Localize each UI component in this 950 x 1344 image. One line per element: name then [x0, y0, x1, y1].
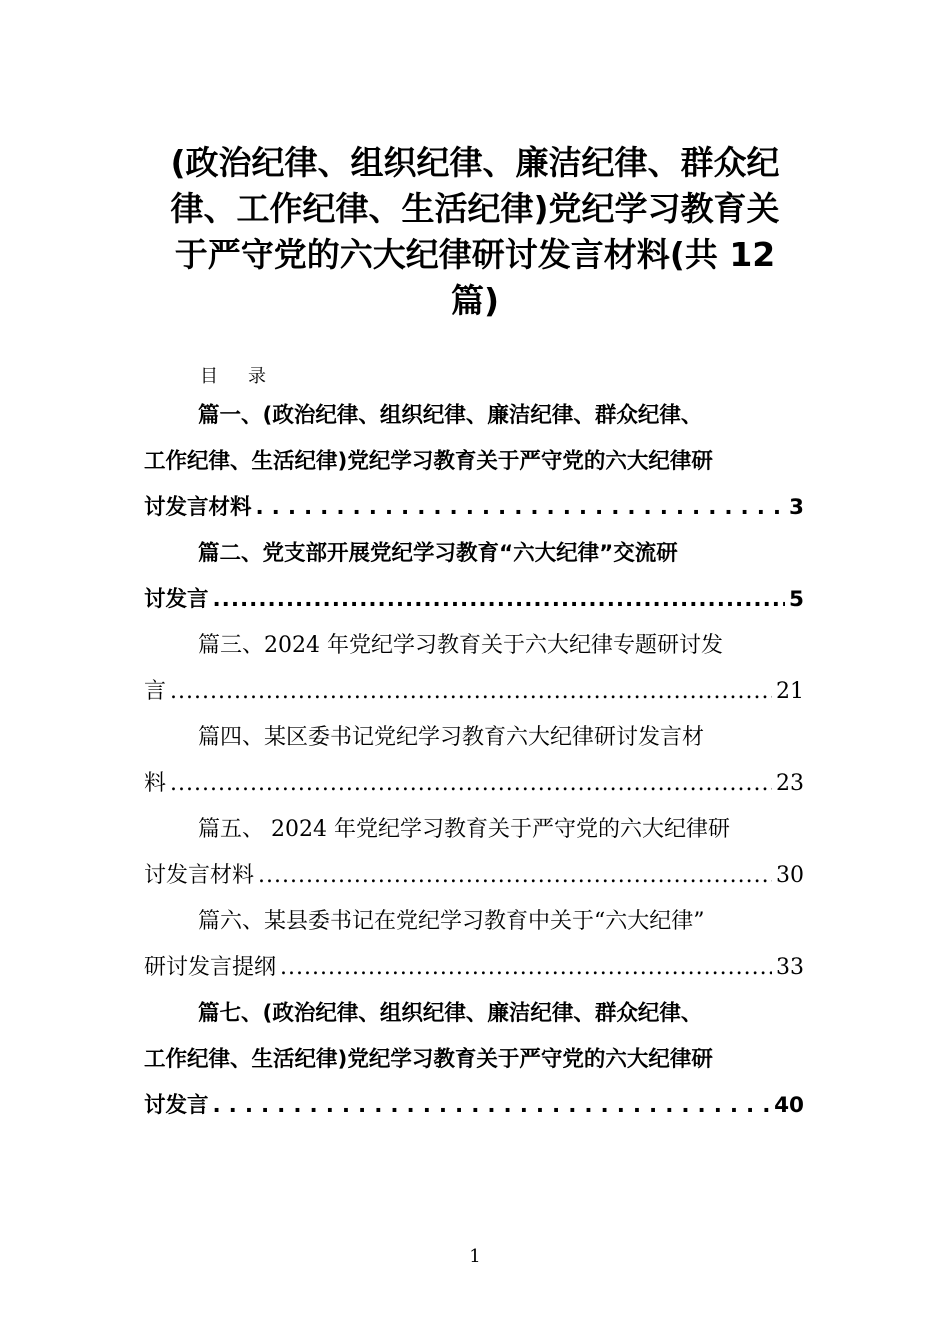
document-title: [140, 140, 810, 324]
toc-entry-line: 言: [144, 679, 167, 704]
toc-leader-dots: [213, 577, 786, 623]
toc-leader-dots: [280, 945, 772, 991]
toc-entry-3[interactable]: [144, 623, 804, 715]
toc-entry-line: 篇六、某县委书记在党纪学习教育中关于“六大纪律”: [198, 909, 705, 934]
toc-entry-2[interactable]: [144, 531, 804, 623]
toc-entry-line: 工作纪律、生活纪律)党纪学习教育关于严守党的六大纪律研: [144, 1047, 713, 1072]
toc-page-number: 23: [776, 771, 804, 796]
toc-entry-5[interactable]: [144, 807, 804, 899]
toc-entry-line: 篇七、(政治纪律、组织纪律、廉洁纪律、群众纪律、: [198, 1001, 703, 1026]
toc-leader-dots: [256, 485, 786, 531]
toc-page-number: 30: [776, 863, 804, 888]
toc-entry-line: 篇三、2024 年党纪学习教育关于六大纪律专题研讨发: [198, 633, 723, 658]
toc-entry-7[interactable]: [144, 991, 804, 1129]
toc-entry-line: 篇五、 2024 年党纪学习教育关于严守党的六大纪律研: [198, 817, 730, 842]
toc-entry-line: 工作纪律、生活纪律)党纪学习教育关于严守党的六大纪律研: [144, 449, 713, 474]
toc-leader-dots: [213, 1083, 771, 1129]
toc-entry-line: 讨发言材料: [144, 863, 255, 888]
toc-leader-dots: [170, 761, 772, 807]
page-number: 1: [469, 1246, 481, 1267]
toc-entry-line: 篇一、(政治纪律、组织纪律、廉洁纪律、群众纪律、: [198, 403, 703, 428]
toc-page-number: 21: [776, 679, 804, 704]
toc-entry-line: 料: [144, 771, 167, 796]
title-line: 篇): [450, 281, 500, 320]
toc-entry-line: 讨发言: [144, 587, 209, 612]
toc-page-number: 40: [774, 1093, 804, 1118]
toc-entry-line: 研讨发言提纲: [144, 955, 277, 980]
toc-entry-line: 篇四、某区委书记党纪学习教育六大纪律研讨发言材: [198, 725, 705, 750]
toc-entry-1[interactable]: [144, 393, 804, 531]
toc-entry-4[interactable]: [144, 715, 804, 807]
toc-entry-line: 篇二、党支部开展党纪学习教育“六大纪律”交流研: [198, 541, 678, 566]
toc-leader-dots: [258, 853, 772, 899]
toc-page-number: 3: [789, 495, 804, 520]
toc-entry-line: 讨发言: [144, 1093, 209, 1118]
table-of-contents: [144, 393, 804, 1129]
title-line: (政治纪律、组织纪律、廉洁纪律、群众纪: [170, 143, 780, 182]
toc-entry-6[interactable]: [144, 899, 804, 991]
toc-page-number: 33: [776, 955, 804, 980]
toc-page-number: 5: [789, 587, 804, 612]
toc-entry-line: 讨发言材料: [144, 495, 252, 520]
toc-heading: 目录: [200, 366, 296, 387]
toc-leader-dots: [170, 669, 772, 715]
title-line: 律、工作纪律、生活纪律)党纪学习教育关: [170, 189, 780, 228]
title-line: 于严守党的六大纪律研讨发言材料(共 12: [174, 235, 776, 274]
